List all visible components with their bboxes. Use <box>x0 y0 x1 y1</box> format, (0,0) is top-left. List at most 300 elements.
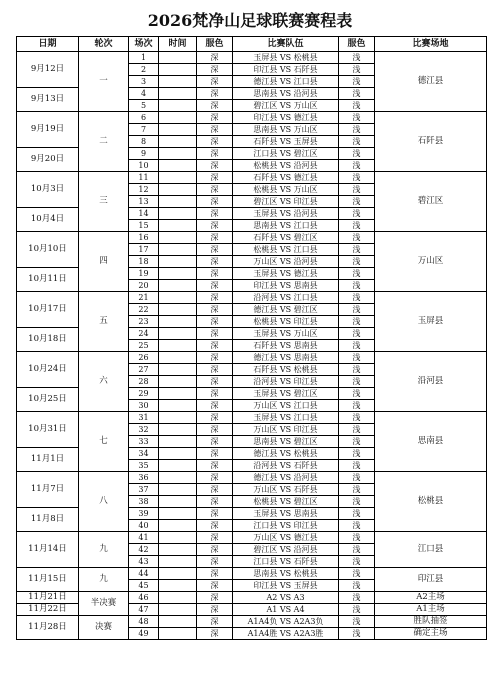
match-number-cell: 7 <box>129 124 159 136</box>
round-cell: 九 <box>79 532 129 568</box>
home-color-cell: 深 <box>197 172 233 184</box>
teams-cell: 碧江区 VS 印江县 <box>233 196 339 208</box>
time-cell <box>159 448 197 460</box>
match-number-cell: 17 <box>129 244 159 256</box>
teams-cell: 德江县 VS 江口县 <box>233 76 339 88</box>
date-cell: 10月4日 <box>17 208 79 232</box>
home-color-cell: 深 <box>197 412 233 424</box>
teams-cell: 思南县 VS 松桃县 <box>233 568 339 580</box>
match-number-cell: 47 <box>129 604 159 616</box>
match-number-cell: 22 <box>129 304 159 316</box>
venue-cell: 石阡县 <box>375 112 487 172</box>
match-number-cell: 33 <box>129 436 159 448</box>
match-number-cell: 12 <box>129 184 159 196</box>
table-row <box>17 616 487 628</box>
teams-cell: 江口县 VS 碧江区 <box>233 148 339 160</box>
time-cell <box>159 556 197 568</box>
match-number-cell: 10 <box>129 160 159 172</box>
table-row <box>17 568 487 580</box>
away-color-cell: 浅 <box>339 544 375 556</box>
round-cell: 六 <box>79 352 129 412</box>
round-cell: 半决赛 <box>79 592 129 616</box>
table-row <box>17 532 487 544</box>
home-color-cell: 深 <box>197 100 233 112</box>
away-color-cell: 浅 <box>339 292 375 304</box>
round-cell: 八 <box>79 472 129 532</box>
table-row <box>17 112 487 124</box>
teams-cell: 玉屏县 VS 德江县 <box>233 268 339 280</box>
venue-cell: 玉屏县 <box>375 292 487 352</box>
date-cell: 10月31日 <box>17 412 79 448</box>
match-number-cell: 24 <box>129 328 159 340</box>
time-cell <box>159 376 197 388</box>
time-cell <box>159 184 197 196</box>
time-cell <box>159 76 197 88</box>
time-cell <box>159 244 197 256</box>
home-color-cell: 深 <box>197 148 233 160</box>
home-color-cell: 深 <box>197 508 233 520</box>
match-number-cell: 16 <box>129 232 159 244</box>
home-color-cell: 深 <box>197 484 233 496</box>
match-number-cell: 21 <box>129 292 159 304</box>
match-number-cell: 40 <box>129 520 159 532</box>
time-cell <box>159 328 197 340</box>
header-away-color: 服色 <box>339 37 375 52</box>
round-cell: 五 <box>79 292 129 352</box>
teams-cell: 松桃县 VS 江口县 <box>233 244 339 256</box>
home-color-cell: 深 <box>197 340 233 352</box>
time-cell <box>159 352 197 364</box>
teams-cell: 万山区 VS 印江县 <box>233 424 339 436</box>
home-color-cell: 深 <box>197 256 233 268</box>
match-number-cell: 42 <box>129 544 159 556</box>
away-color-cell: 浅 <box>339 232 375 244</box>
home-color-cell: 深 <box>197 472 233 484</box>
away-color-cell: 浅 <box>339 520 375 532</box>
teams-cell: 松桃县 VS 碧江区 <box>233 496 339 508</box>
table-row <box>17 232 487 244</box>
time-cell <box>159 208 197 220</box>
away-color-cell: 浅 <box>339 328 375 340</box>
away-color-cell: 浅 <box>339 136 375 148</box>
time-cell <box>159 412 197 424</box>
away-color-cell: 浅 <box>339 76 375 88</box>
home-color-cell: 深 <box>197 304 233 316</box>
time-cell <box>159 532 197 544</box>
home-color-cell: 深 <box>197 88 233 100</box>
match-number-cell: 29 <box>129 388 159 400</box>
home-color-cell: 深 <box>197 244 233 256</box>
round-cell: 二 <box>79 112 129 172</box>
teams-cell: 思南县 VS 万山区 <box>233 124 339 136</box>
time-cell <box>159 364 197 376</box>
home-color-cell: 深 <box>197 388 233 400</box>
time-cell <box>159 568 197 580</box>
match-number-cell: 48 <box>129 616 159 628</box>
home-color-cell: 深 <box>197 544 233 556</box>
time-cell <box>159 268 197 280</box>
match-number-cell: 23 <box>129 316 159 328</box>
away-color-cell: 浅 <box>339 316 375 328</box>
match-number-cell: 1 <box>129 52 159 64</box>
round-cell: 九 <box>79 568 129 592</box>
venue-cell: 思南县 <box>375 412 487 472</box>
table-row <box>17 292 487 304</box>
time-cell <box>159 580 197 592</box>
table-row <box>17 52 487 64</box>
away-color-cell: 浅 <box>339 244 375 256</box>
away-color-cell: 浅 <box>339 400 375 412</box>
teams-cell: 石阡县 VS 玉屏县 <box>233 136 339 148</box>
teams-cell: 印江县 VS 德江县 <box>233 112 339 124</box>
away-color-cell: 浅 <box>339 124 375 136</box>
home-color-cell: 深 <box>197 628 233 640</box>
away-color-cell: 浅 <box>339 52 375 64</box>
match-number-cell: 27 <box>129 364 159 376</box>
away-color-cell: 浅 <box>339 364 375 376</box>
round-cell: 七 <box>79 412 129 472</box>
date-cell: 11月21日 <box>17 592 79 604</box>
home-color-cell: 深 <box>197 616 233 628</box>
away-color-cell: 浅 <box>339 568 375 580</box>
home-color-cell: 深 <box>197 520 233 532</box>
date-cell: 9月20日 <box>17 148 79 172</box>
header-venue: 比赛场地 <box>375 37 487 52</box>
teams-cell: 印江县 VS 思南县 <box>233 280 339 292</box>
teams-cell: 玉屏县 VS 碧江区 <box>233 388 339 400</box>
table-row <box>17 472 487 484</box>
teams-cell: 石阡县 VS 思南县 <box>233 340 339 352</box>
home-color-cell: 深 <box>197 160 233 172</box>
match-number-cell: 44 <box>129 568 159 580</box>
home-color-cell: 深 <box>197 556 233 568</box>
home-color-cell: 深 <box>197 436 233 448</box>
time-cell <box>159 148 197 160</box>
time-cell <box>159 136 197 148</box>
time-cell <box>159 172 197 184</box>
home-color-cell: 深 <box>197 424 233 436</box>
away-color-cell: 浅 <box>339 508 375 520</box>
time-cell <box>159 616 197 628</box>
table-row <box>17 412 487 424</box>
venue-cell: A2主场 <box>375 592 487 604</box>
away-color-cell: 浅 <box>339 112 375 124</box>
time-cell <box>159 628 197 640</box>
match-number-cell: 9 <box>129 148 159 160</box>
venue-cell: 万山区 <box>375 232 487 292</box>
home-color-cell: 深 <box>197 220 233 232</box>
time-cell <box>159 64 197 76</box>
time-cell <box>159 472 197 484</box>
match-number-cell: 41 <box>129 532 159 544</box>
match-number-cell: 28 <box>129 376 159 388</box>
date-cell: 11月8日 <box>17 508 79 532</box>
date-cell: 11月22日 <box>17 604 79 616</box>
home-color-cell: 深 <box>197 76 233 88</box>
match-number-cell: 46 <box>129 592 159 604</box>
home-color-cell: 深 <box>197 496 233 508</box>
home-color-cell: 深 <box>197 352 233 364</box>
match-number-cell: 25 <box>129 340 159 352</box>
teams-cell: 松桃县 VS 印江县 <box>233 316 339 328</box>
away-color-cell: 浅 <box>339 484 375 496</box>
venue-cell: 印江县 <box>375 568 487 592</box>
away-color-cell: 浅 <box>339 268 375 280</box>
teams-cell: 万山区 VS 江口县 <box>233 400 339 412</box>
time-cell <box>159 88 197 100</box>
venue-cell: 松桃县 <box>375 472 487 532</box>
time-cell <box>159 460 197 472</box>
home-color-cell: 深 <box>197 592 233 604</box>
teams-cell: 思南县 VS 江口县 <box>233 220 339 232</box>
teams-cell: 沿河县 VS 石阡县 <box>233 460 339 472</box>
date-cell: 9月13日 <box>17 88 79 112</box>
away-color-cell: 浅 <box>339 604 375 616</box>
teams-cell: 沿河县 VS 印江县 <box>233 376 339 388</box>
home-color-cell: 深 <box>197 448 233 460</box>
away-color-cell: 浅 <box>339 580 375 592</box>
teams-cell: 石阡县 VS 松桃县 <box>233 364 339 376</box>
table-row <box>17 172 487 184</box>
home-color-cell: 深 <box>197 112 233 124</box>
time-cell <box>159 304 197 316</box>
time-cell <box>159 256 197 268</box>
away-color-cell: 浅 <box>339 280 375 292</box>
match-number-cell: 20 <box>129 280 159 292</box>
home-color-cell: 深 <box>197 316 233 328</box>
away-color-cell: 浅 <box>339 412 375 424</box>
venue-cell: 江口县 <box>375 532 487 568</box>
match-number-cell: 49 <box>129 628 159 640</box>
teams-cell: A1 VS A4 <box>233 604 339 616</box>
venue-cell: 确定主场 <box>375 628 487 640</box>
home-color-cell: 深 <box>197 460 233 472</box>
match-number-cell: 32 <box>129 424 159 436</box>
teams-cell: 玉屏县 VS 沿河县 <box>233 208 339 220</box>
time-cell <box>159 232 197 244</box>
time-cell <box>159 436 197 448</box>
time-cell <box>159 100 197 112</box>
away-color-cell: 浅 <box>339 172 375 184</box>
round-cell: 四 <box>79 232 129 292</box>
match-number-cell: 30 <box>129 400 159 412</box>
teams-cell: 碧江区 VS 沿河县 <box>233 544 339 556</box>
match-number-cell: 26 <box>129 352 159 364</box>
time-cell <box>159 112 197 124</box>
teams-cell: 思南县 VS 沿河县 <box>233 88 339 100</box>
home-color-cell: 深 <box>197 604 233 616</box>
away-color-cell: 浅 <box>339 460 375 472</box>
match-number-cell: 14 <box>129 208 159 220</box>
header-match-number: 场次 <box>129 37 159 52</box>
header-time: 时间 <box>159 37 197 52</box>
match-number-cell: 37 <box>129 484 159 496</box>
away-color-cell: 浅 <box>339 436 375 448</box>
time-cell <box>159 280 197 292</box>
teams-cell: 德江县 VS 碧江区 <box>233 304 339 316</box>
teams-cell: 印江县 VS 石阡县 <box>233 64 339 76</box>
teams-cell: 江口县 VS 石阡县 <box>233 556 339 568</box>
away-color-cell: 浅 <box>339 160 375 172</box>
teams-cell: 石阡县 VS 德江县 <box>233 172 339 184</box>
time-cell <box>159 52 197 64</box>
home-color-cell: 深 <box>197 280 233 292</box>
home-color-cell: 深 <box>197 400 233 412</box>
away-color-cell: 浅 <box>339 592 375 604</box>
date-cell: 11月15日 <box>17 568 79 592</box>
away-color-cell: 浅 <box>339 256 375 268</box>
home-color-cell: 深 <box>197 268 233 280</box>
match-number-cell: 39 <box>129 508 159 520</box>
teams-cell: 松桃县 VS 万山区 <box>233 184 339 196</box>
time-cell <box>159 316 197 328</box>
time-cell <box>159 388 197 400</box>
teams-cell: 万山区 VS 沿河县 <box>233 256 339 268</box>
table-row <box>17 592 487 604</box>
table-header-row <box>17 37 487 52</box>
away-color-cell: 浅 <box>339 448 375 460</box>
teams-cell: 江口县 VS 印江县 <box>233 520 339 532</box>
away-color-cell: 浅 <box>339 388 375 400</box>
home-color-cell: 深 <box>197 208 233 220</box>
match-number-cell: 45 <box>129 580 159 592</box>
teams-cell: 碧江区 VS 万山区 <box>233 100 339 112</box>
away-color-cell: 浅 <box>339 148 375 160</box>
away-color-cell: 浅 <box>339 208 375 220</box>
away-color-cell: 浅 <box>339 616 375 628</box>
match-number-cell: 19 <box>129 268 159 280</box>
round-cell: 三 <box>79 172 129 232</box>
away-color-cell: 浅 <box>339 304 375 316</box>
time-cell <box>159 520 197 532</box>
date-cell: 11月1日 <box>17 448 79 472</box>
home-color-cell: 深 <box>197 568 233 580</box>
away-color-cell: 浅 <box>339 184 375 196</box>
date-cell: 9月12日 <box>17 52 79 88</box>
away-color-cell: 浅 <box>339 88 375 100</box>
time-cell <box>159 160 197 172</box>
teams-cell: A1A4胜 VS A2A3胜 <box>233 628 339 640</box>
time-cell <box>159 124 197 136</box>
venue-cell: A1主场 <box>375 604 487 616</box>
home-color-cell: 深 <box>197 64 233 76</box>
away-color-cell: 浅 <box>339 556 375 568</box>
away-color-cell: 浅 <box>339 496 375 508</box>
date-cell: 11月7日 <box>17 472 79 508</box>
teams-cell: 玉屏县 VS 万山区 <box>233 328 339 340</box>
match-number-cell: 6 <box>129 112 159 124</box>
home-color-cell: 深 <box>197 364 233 376</box>
date-cell: 9月19日 <box>17 112 79 148</box>
time-cell <box>159 508 197 520</box>
round-cell: 决赛 <box>79 616 129 640</box>
round-cell: 一 <box>79 52 129 112</box>
home-color-cell: 深 <box>197 124 233 136</box>
date-cell: 10月3日 <box>17 172 79 208</box>
away-color-cell: 浅 <box>339 352 375 364</box>
match-number-cell: 43 <box>129 556 159 568</box>
schedule-table <box>16 36 487 640</box>
teams-cell: 德江县 VS 思南县 <box>233 352 339 364</box>
match-number-cell: 2 <box>129 64 159 76</box>
teams-cell: 印江县 VS 玉屏县 <box>233 580 339 592</box>
match-number-cell: 3 <box>129 76 159 88</box>
home-color-cell: 深 <box>197 184 233 196</box>
date-cell: 11月28日 <box>17 616 79 640</box>
away-color-cell: 浅 <box>339 220 375 232</box>
home-color-cell: 深 <box>197 328 233 340</box>
away-color-cell: 浅 <box>339 64 375 76</box>
teams-cell: 石阡县 VS 碧江区 <box>233 232 339 244</box>
match-number-cell: 5 <box>129 100 159 112</box>
match-number-cell: 8 <box>129 136 159 148</box>
match-number-cell: 4 <box>129 88 159 100</box>
time-cell <box>159 340 197 352</box>
away-color-cell: 浅 <box>339 424 375 436</box>
time-cell <box>159 424 197 436</box>
home-color-cell: 深 <box>197 580 233 592</box>
teams-cell: 思南县 VS 碧江区 <box>233 436 339 448</box>
teams-cell: 德江县 VS 沿河县 <box>233 472 339 484</box>
match-number-cell: 38 <box>129 496 159 508</box>
match-number-cell: 11 <box>129 172 159 184</box>
home-color-cell: 深 <box>197 196 233 208</box>
date-cell: 11月14日 <box>17 532 79 568</box>
date-cell: 10月10日 <box>17 232 79 268</box>
time-cell <box>159 220 197 232</box>
teams-cell: 玉屏县 VS 思南县 <box>233 508 339 520</box>
teams-cell: A1A4负 VS A2A3负 <box>233 616 339 628</box>
venue-cell: 碧江区 <box>375 172 487 232</box>
match-number-cell: 13 <box>129 196 159 208</box>
time-cell <box>159 544 197 556</box>
table-row <box>17 352 487 364</box>
home-color-cell: 深 <box>197 376 233 388</box>
home-color-cell: 深 <box>197 232 233 244</box>
match-number-cell: 36 <box>129 472 159 484</box>
teams-cell: 万山区 VS 德江县 <box>233 532 339 544</box>
venue-cell: 德江县 <box>375 52 487 112</box>
date-cell: 10月24日 <box>17 352 79 388</box>
time-cell <box>159 400 197 412</box>
venue-cell: 胜队抽签 <box>375 616 487 628</box>
date-cell: 10月18日 <box>17 328 79 352</box>
time-cell <box>159 484 197 496</box>
match-number-cell: 31 <box>129 412 159 424</box>
match-number-cell: 15 <box>129 220 159 232</box>
away-color-cell: 浅 <box>339 196 375 208</box>
home-color-cell: 深 <box>197 532 233 544</box>
header-teams: 比赛队伍 <box>233 37 339 52</box>
teams-cell: 万山区 VS 石阡县 <box>233 484 339 496</box>
header-date: 日期 <box>17 37 79 52</box>
teams-cell: 德江县 VS 松桃县 <box>233 448 339 460</box>
away-color-cell: 浅 <box>339 376 375 388</box>
teams-cell: 松桃县 VS 沿河县 <box>233 160 339 172</box>
header-round: 轮次 <box>79 37 129 52</box>
page-title: 2026梵净山足球联赛赛程表 <box>147 11 353 30</box>
date-cell: 10月25日 <box>17 388 79 412</box>
teams-cell: A2 VS A3 <box>233 592 339 604</box>
home-color-cell: 深 <box>197 136 233 148</box>
home-color-cell: 深 <box>197 292 233 304</box>
time-cell <box>159 496 197 508</box>
venue-cell: 沿河县 <box>375 352 487 412</box>
match-number-cell: 35 <box>129 460 159 472</box>
home-color-cell: 深 <box>197 52 233 64</box>
time-cell <box>159 196 197 208</box>
time-cell <box>159 592 197 604</box>
